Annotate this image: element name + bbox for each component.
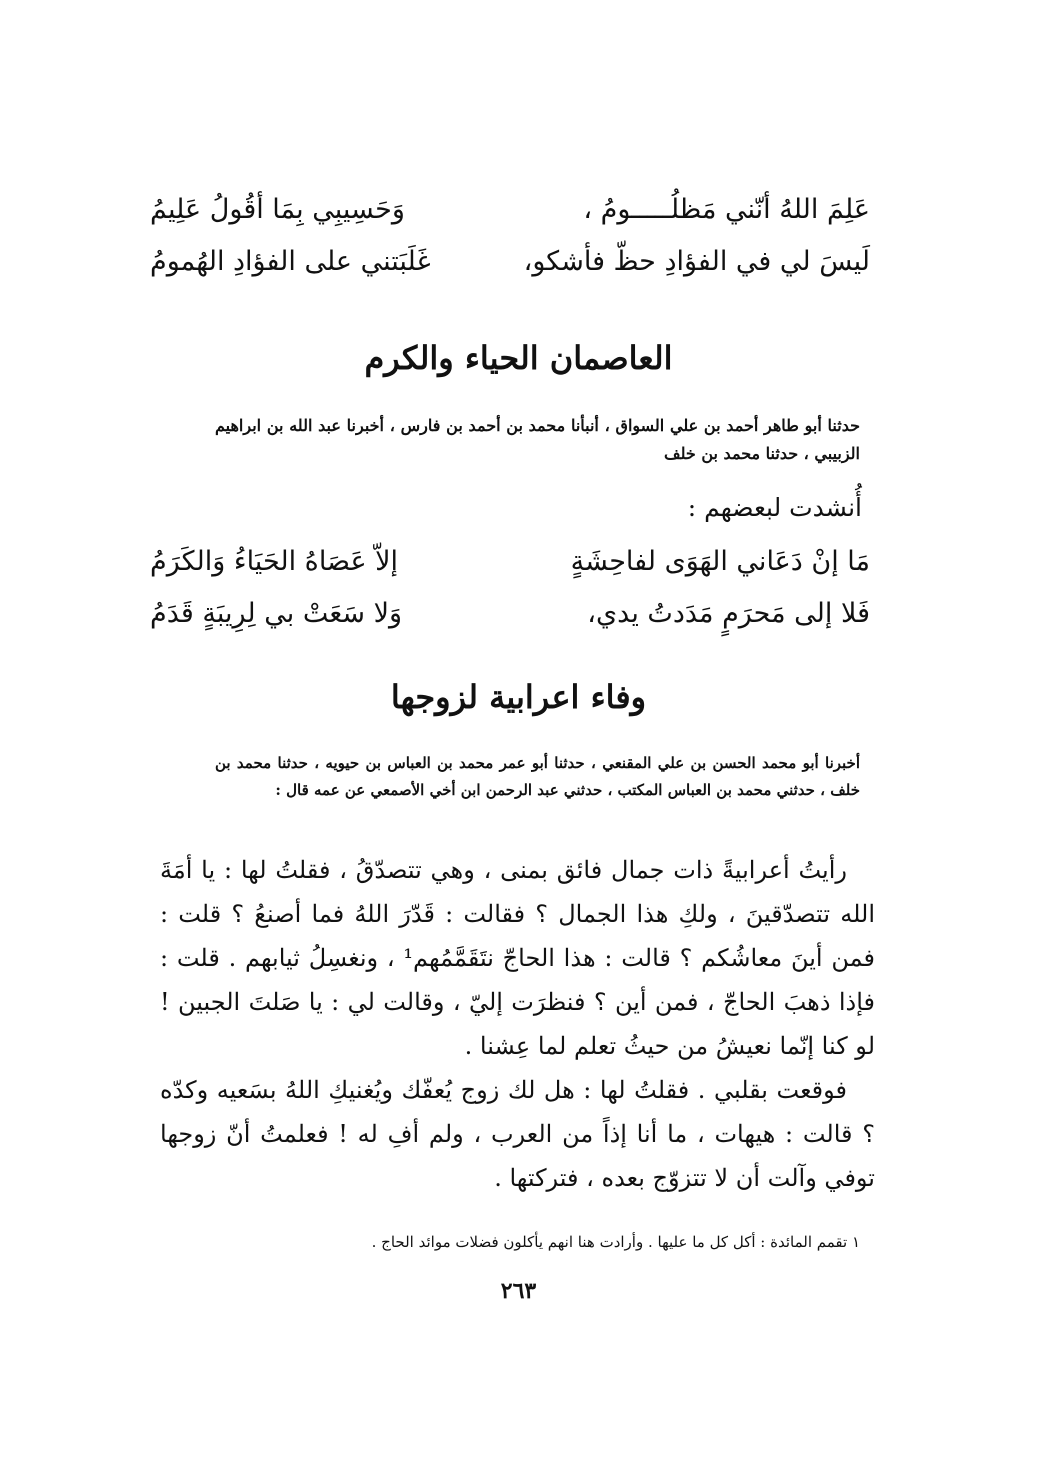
section-title-chastity: العاصمان الحياء والكرم bbox=[364, 339, 673, 377]
poem-verse-2 bbox=[150, 234, 870, 290]
poem-verse-3 bbox=[150, 534, 870, 590]
chain-of-narration: أخبرنا أبو محمد الحسن بن علي المقنعي ، حدثنا أبو عمر محمد بن العباس بن حيويه ، حدثنا محمد بن خلف ، حدثني محمد بن العباس المكتب ، حدثني عبد الرحمن ابن أخي الأصمعي عن عمه قال : bbox=[215, 754, 860, 799]
verse-first-hemistich: فَلا إلى مَحرَمٍ مَدَدتُ يدي، bbox=[587, 598, 870, 629]
poem-verse-4 bbox=[150, 586, 870, 642]
verse-first-hemistich: مَا إنْ دَعَاني الهَوَى لفاحِشَةٍ bbox=[570, 546, 870, 577]
poem-verse-1 bbox=[150, 182, 870, 238]
verse-second-hemistich: إلاّ عَصَاهُ الحَيَاءُ وَالكَرَمُ bbox=[150, 546, 399, 577]
paragraph: فوقعت بقلبي . فقلتُ لها : هل لك زوج يُعفّك ويُغنيكِ اللهُ بسَعيه وكدّه ؟ قالت : هيهات ، ما أنا إذاً من العرب ، ولم أفِ له ! فعلمتُ أنّ زوجها توفي وآلت أن لا تتزوّج بعده ، فتركتها . bbox=[160, 1076, 875, 1192]
verse-first-hemistich: لَيسَ لي في الفؤادِ حظّ فأشكو، bbox=[523, 246, 870, 277]
verse-second-hemistich: وَلا سَعَتْ بي لِرِيبَةٍ قَدَمُ bbox=[150, 598, 403, 629]
verse-first-hemistich: عَلِمَ اللهُ أنّني مَظلُـــــومُ ، bbox=[583, 194, 870, 225]
page-number: ٢٦٣ bbox=[500, 1278, 537, 1304]
poem-intro: أُنشدت لبعضهم : bbox=[687, 493, 862, 522]
verse-second-hemistich: غَلَبَتني على الفؤادِ الهُمومُ bbox=[150, 246, 431, 277]
verse-second-hemistich: وَحَسِيبِي بِمَا أقُولُ عَلِيمُ bbox=[150, 194, 405, 225]
paragraph: رأيتُ أعرابيةً ذات جمال فائق بمنى ، وهي تتصدّقُ ، فقلتُ لها : يا أمَةَ الله تتصدّقينَ ، ولكِ هذا الجمال ؟ فقالت : قَدّرَ اللهُ فما أصنعُ ؟ قلت : فمن أينَ معاشُكم ؟ قالت : هذا الحاجّ نتَقَمَّمُهم¹ ، ونغسِلُ ثيابهم . قلت : فإذا ذهبَ الحاجّ ، فمن أين ؟ فنظرَت إليّ ، وقالت لي : يا صَلتَ الجبين ! لو كنا إنّما نعيشُ من حيثُ تعلم لما عِشنا . bbox=[160, 856, 875, 1060]
story-text bbox=[160, 848, 875, 1200]
chain-of-narration: حدثنا أبو طاهر أحمد بن علي السواق ، أنبأنا محمد بن أحمد بن فارس ، أخبرنا عبد الله بن ابراهيم الزبيبي ، حدثنا محمد بن خلف bbox=[215, 416, 860, 463]
footnote: ١ تقمم المائدة : أكل كل ما عليها . وأرادت هنا انهم يأكلون فضلات موائد الحاج . bbox=[371, 1233, 860, 1251]
section-title-loyalty: وفاء اعرابية لزوجها bbox=[390, 678, 647, 716]
